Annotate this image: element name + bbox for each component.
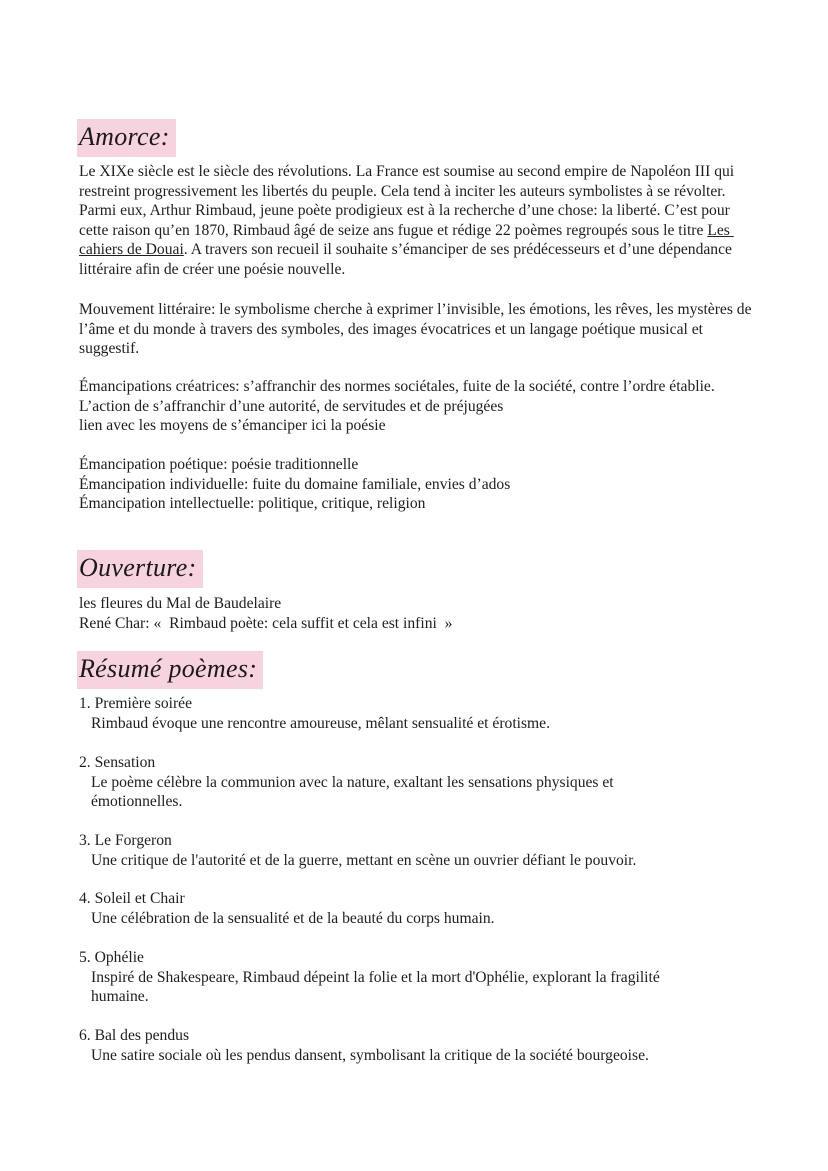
amorce-paragraph — [79, 162, 759, 280]
poem-title: 6. Bal des pendus — [79, 1027, 190, 1044]
ouverture-line: René Char: « Rimbaud poète: cela suffit et cela est infini » — [79, 614, 453, 632]
type-line: Émancipation individuelle: fuite du domaine familiale, envies d’ados — [79, 475, 511, 493]
type-line: Émancipation intellectuelle: politique, critique, religion — [79, 495, 426, 513]
poem-title: 4. Soleil et Chair — [79, 890, 185, 907]
amorce-heading: Amorce: — [77, 119, 176, 157]
poem-summary: Rimbaud évoque une rencontre amoureuse, mêlant sensualité et érotisme. — [91, 714, 550, 732]
ouverture-lines — [79, 594, 759, 633]
emancipations-paragraph — [79, 377, 759, 436]
ouverture-heading: Ouverture: — [77, 550, 203, 588]
emancipation-line: Émancipations créatrices: s’affranchir des normes sociétales, fuite de la société, contre l’ordre établie. L’action de s’affranchir d’une autorité, de servitudes et de préjugées — [79, 378, 719, 415]
amorce-text: Le XIXe siècle est le siècle des révolutions. La France est soumise au second empire de Napoléon III qui restreint progressivement les libertés du peuple. Cela tend à inciter les auteurs symbolistes à se révolter. Parmi eux, Arthur Rimbaud, jeune poète prodigieux est à la recherche d’une chose: la liberté. C’est pour cette raison qu’en 1870, Rimbaud âgé de seize ans fugue et rédige 22 poèmes regroupés sous le titre — [79, 163, 739, 239]
emancipation-types — [79, 455, 759, 514]
poem-title: 5. Ophélie — [79, 949, 144, 966]
poem-title: 3. Le Forgeron — [79, 832, 172, 849]
book-title: Les cahiers de Douai — [79, 221, 734, 259]
poem-item — [79, 889, 759, 928]
resume-heading: Résumé poèmes: — [77, 651, 263, 689]
poem-summary: Le poème célèbre la communion avec la nature, exaltant les sensations physiques et émotionnelles. — [91, 773, 618, 811]
poem-item — [79, 753, 759, 812]
poem-summary: Inspiré de Shakespeare, Rimbaud dépeint la folie et la mort d'Ophélie, explorant la fragilité humaine. — [91, 968, 664, 1006]
poem-title: 2. Sensation — [79, 754, 156, 771]
mouvement-text: Mouvement littéraire: le symbolisme cherche à exprimer l’invisible, les émotions, les rêves, les mystères de l’âme et du monde à travers des symboles, des images évocatrices et un langage poétique musical et suggestif. — [79, 301, 756, 358]
poem-item — [79, 948, 759, 1007]
poem-summary: Une satire sociale où les pendus dansent, symbolisant la critique de la société bourgeoise. — [91, 1046, 649, 1064]
poem-item — [79, 831, 759, 870]
ouverture-line: les fleures du Mal de Baudelaire — [79, 595, 282, 612]
poem-summary: Une célébration de la sensualité et de la beauté du corps humain. — [91, 909, 495, 927]
poem-item — [79, 694, 759, 733]
emancipation-line: lien avec les moyens de s’émanciper ici la poésie — [79, 417, 386, 435]
poem-title: 1. Première soirée — [79, 695, 193, 712]
poem-item — [79, 1026, 759, 1065]
amorce-text-end: . A travers son recueil il souhaite s’émanciper de ses prédécesseurs et d’une dépendance littéraire afin de créer une poésie nouvelle. — [79, 241, 736, 278]
type-line: Émancipation poétique: poésie traditionnelle — [79, 456, 359, 473]
mouvement-paragraph — [79, 300, 759, 359]
poem-summary: Une critique de l'autorité et de la guerre, mettant en scène un ouvrier défiant le pouvoir. — [91, 851, 637, 869]
